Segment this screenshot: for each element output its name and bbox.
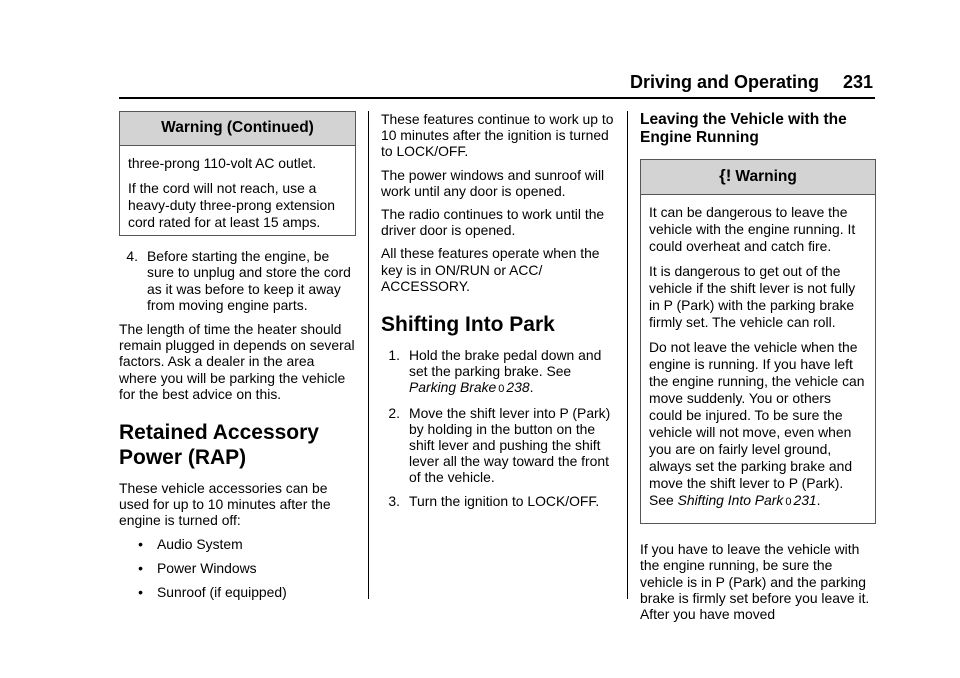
step-text: Before starting the engine, be sure to unplug and store the cord as it was before to keep it away from moving engine parts. — [147, 248, 351, 313]
list-item — [381, 405, 615, 486]
paragraph: The power windows and sunroof will work until any door is opened. — [381, 166, 605, 199]
parking-brake-page-link[interactable]: 238 — [506, 379, 530, 396]
step-list — [119, 248, 356, 313]
shifting-into-park-page-link[interactable]: 231 — [793, 492, 817, 509]
bullet-text: Sunroof (if equipped) — [157, 584, 287, 601]
header-rule — [119, 97, 875, 99]
bullet-text: Power Windows — [157, 559, 257, 576]
list-item — [119, 584, 356, 600]
warning-icon: {! — [719, 166, 732, 185]
list-item — [119, 560, 356, 576]
shifting-into-park-link[interactable]: Shifting Into Park — [677, 492, 784, 509]
warning-continued-body — [120, 146, 355, 235]
park-heading: Shifting Into Park — [381, 313, 555, 337]
paragraph: These vehicle accessories can be used for up to 10 minutes after the engine is turned off: — [119, 480, 331, 529]
list-item — [381, 493, 615, 509]
bullet-text: Audio System — [157, 535, 243, 552]
list-item — [119, 536, 356, 552]
column-2 — [381, 111, 615, 516]
bullet-icon: • — [138, 584, 143, 601]
warning-line: If the cord will not reach, use a heavy-duty three-prong extension cord rated for at least 15 amps. — [128, 180, 335, 231]
bullet-icon: • — [138, 535, 143, 552]
bullet-icon: • — [138, 559, 143, 576]
page-number: 231 — [843, 72, 874, 92]
paragraph: The radio continues to work until the driver door is opened. — [381, 206, 605, 239]
step-number: 1. — [388, 347, 400, 364]
warning-paragraph — [649, 339, 867, 511]
period: . — [816, 492, 821, 509]
paragraph: All these features operate when the key is in ON/RUN or ACC/ ACCESSORY. — [381, 245, 600, 294]
warning-continued-title: Warning (Continued) — [120, 112, 355, 146]
leaving-vehicle-heading: Leaving the Vehicle with the Engine Running — [640, 111, 847, 146]
paragraph: If you have to leave the vehicle with the engine running, be sure the vehicle is in P (Park) and the parking brake is firmly set before you leave it. After you have moved — [640, 541, 870, 623]
step-text: Move the shift lever into P (Park) by holding in the button on the shift lever and pushing the shift lever all the way toward the front of the vehicle. — [409, 404, 611, 486]
step-number: 3. — [388, 492, 400, 509]
xref-arrow-icon: 0 — [785, 496, 792, 509]
warning-header — [641, 160, 875, 195]
warning-body — [641, 195, 875, 523]
step-text — [409, 347, 615, 398]
paragraph: These features continue to work up to 10 minutes after the ignition is turned to LOCK/OFF. — [381, 111, 614, 160]
step-number: 4. — [126, 248, 138, 265]
step-number: 2. — [388, 404, 400, 421]
warning-paragraph: It is dangerous to get out of the vehicle if the shift lever is not fully in P (Park) with the parking brake firmly set. The vehicle can roll. — [649, 263, 856, 331]
warning-paragraph-text: Do not leave the vehicle when the engine is running. If you have left the engine running, the vehicle can move suddenly. You or others could be injured. To be sure the vehicle will not move, even when you are on fairly level ground, always set the parking brake and move the shift lever to P (Park). — [649, 339, 865, 492]
see-prefix: See — [649, 492, 674, 509]
step-text-body: Hold the brake pedal down and set the parking brake. See — [409, 347, 602, 380]
warning-box — [640, 159, 876, 524]
warning-paragraph: It can be dangerous to leave the vehicle with the engine running. It could overheat and catch fire. — [649, 204, 856, 255]
column-1 — [119, 111, 356, 608]
xref-arrow-icon: 0 — [498, 383, 505, 396]
column-divider-2 — [627, 111, 628, 599]
warning-title: Warning — [735, 168, 797, 185]
step-text: Turn the ignition to LOCK/OFF. — [409, 492, 600, 509]
list-item — [119, 248, 356, 313]
period: . — [529, 379, 534, 396]
paragraph: The length of time the heater should remain plugged in depends on several factors. Ask a dealer in the area where you will be parking the vehicle for the best advice on this. — [119, 321, 355, 402]
parking-brake-link[interactable]: Parking Brake — [409, 379, 497, 396]
column-3 — [640, 111, 876, 629]
warning-continued-box — [119, 111, 356, 236]
section-title: Driving and Operating — [630, 72, 820, 92]
column-divider-1 — [368, 111, 369, 599]
warning-line: three-prong 110-volt AC outlet. — [128, 155, 317, 172]
rap-heading: Retained Accessory Power (RAP) — [119, 421, 319, 470]
list-item — [381, 347, 615, 398]
